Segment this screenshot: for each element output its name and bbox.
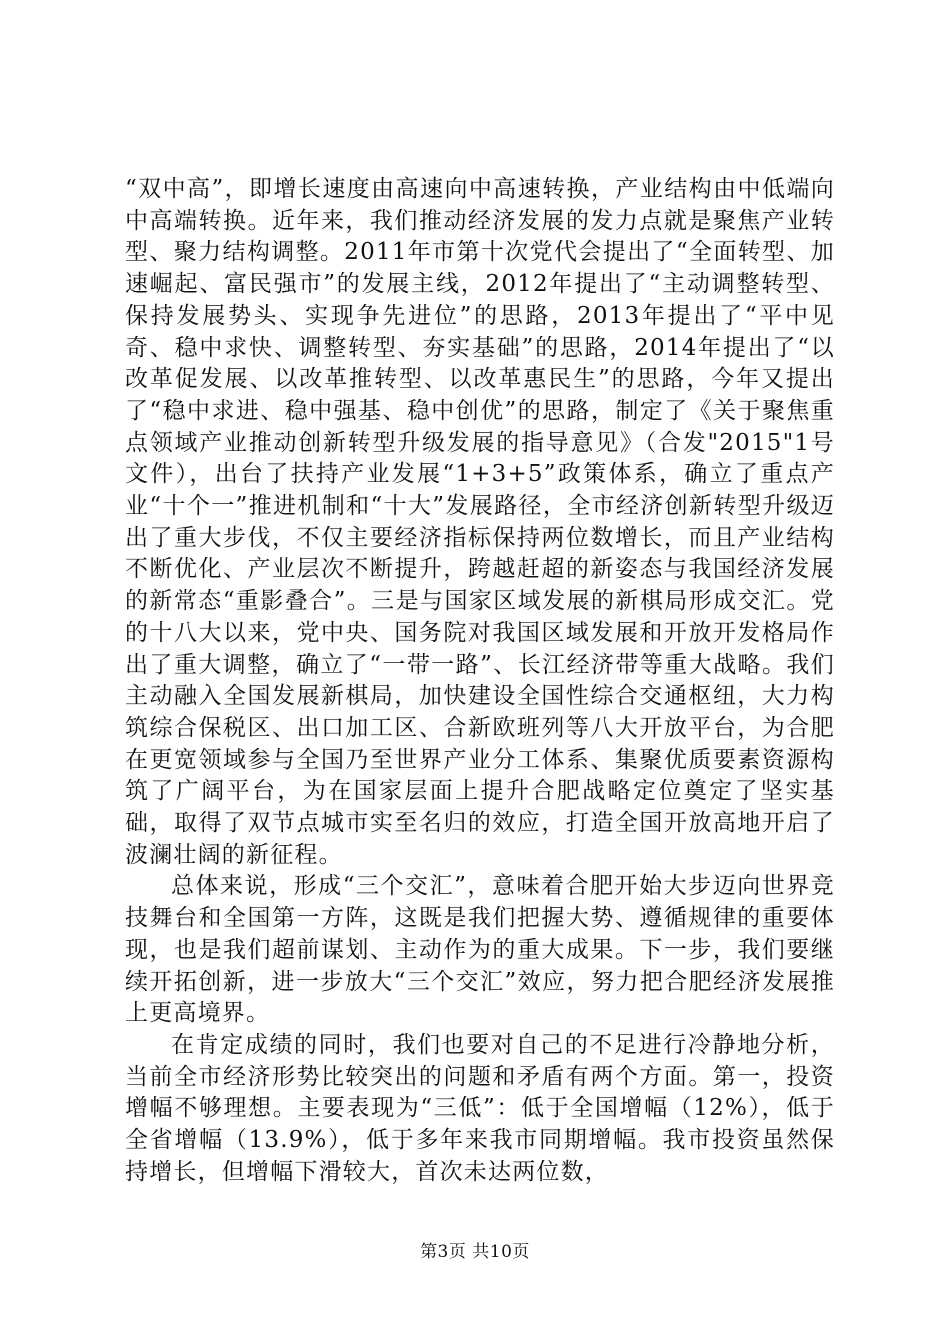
document-body: [125, 174, 835, 1189]
paragraph-3: 在肯定成绩的同时，我们也要对自己的不足进行冷静地分析，当前全市经济形势比较突出的问题和矛盾有两个方面。第一，投资增幅不够理想。主要表现为“三低”：低于全国增幅（12%），低于全省增幅（13.9%），低于多年来我市同期增幅。我市投资虽然保持增长，但增幅下滑较大，首次未达两位数，: [125, 1031, 835, 1185]
paragraph-2: 总体来说，形成“三个交汇”，意味着合肥开始大步迈向世界竞技舞台和全国第一方阵，这既是我们把握大势、遵循规律的重要体现，也是我们超前谋划、主动作为的重大成果。下一步，我们要继续开拓创新，进一步放大“三个交汇”效应，努力把合肥经济发展推上更高境界。: [125, 873, 835, 1027]
paragraph-1: “双中高”，即增长速度由高速向中高速转换，产业结构由中低端向中高端转换。近年来，我们推动经济发展的发力点就是聚焦产业转型、聚力结构调整。2011年市第十次党代会提出了“全面转型、加速崛起、富民强市”的发展主线，2012年提出了“主动调整转型、保持发展势头、实现争先进位”的思路，2013年提出了“平中见奇、稳中求快、调整转型、夯实基础”的思路，2014年提出了“以改革促发展、以改革推转型、以改革惠民生”的思路，今年又提出了“稳中求进、稳中强基、稳中创优”的思路，制定了《关于聚焦重点领域产业推动创新转型升级发展的指导意见》（合发"2015"1号文件），出台了扶持产业发展“1+3+5”政策体系，确立了重点产业“十个一”推进机制和“十大”发展路径，全市经济创新转型升级迈出了重大步伐，不仅主要经济指标保持两位数增长，而且产业结构不断优化、产业层次不断提升，跨越赶超的新姿态与我国经济发展的新常态“重影叠合”。三是与国家区域发展的新棋局形成交汇。党的十八大以来，党中央、国务院对我国区域发展和开放开发格局作出了重大调整，确立了“一带一路”、长江经济带等重大战略。我们主动融入全国发展新棋局，加快建设全国性综合交通枢纽，大力构筑综合保税区、出口加工区、合新欧班列等八大开放平台，为合肥在更宽领域参与全国乃至世界产业分工体系、集聚优质要素资源构筑了广阔平台，为在国家层面上提升合肥战略定位奠定了坚实基础，取得了双节点城市实至名归的效应，打造全国开放高地开启了波澜壮阔的新征程。: [125, 176, 835, 868]
page-footer: 第3页 共10页: [420, 1242, 530, 1262]
